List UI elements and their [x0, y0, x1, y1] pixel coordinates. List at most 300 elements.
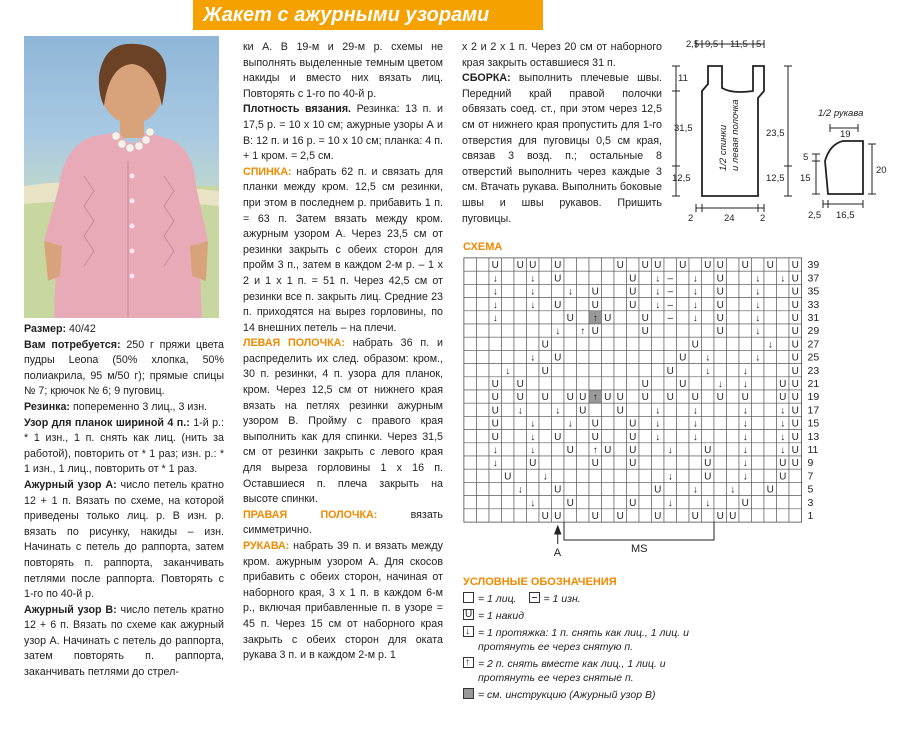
chart-symbol: ↓ — [655, 299, 661, 311]
chart-cell — [477, 496, 490, 509]
chart-cell — [502, 337, 515, 350]
chart-symbol: U — [554, 352, 562, 364]
chart-cell — [464, 509, 477, 522]
chart-cell — [677, 337, 690, 350]
chart-cell — [527, 337, 540, 350]
chart-symbol: U — [604, 445, 612, 456]
chart-cell — [727, 469, 740, 482]
chart-cell — [627, 469, 640, 482]
chart-symbol: U — [491, 379, 499, 390]
chart-cell — [577, 271, 590, 284]
chart-cell — [514, 496, 527, 509]
chart-cell — [752, 509, 765, 522]
chart-cell — [464, 496, 477, 509]
chart-symbol: – — [667, 313, 674, 324]
chart-symbol: ↓ — [755, 273, 761, 285]
chart-cell — [639, 350, 652, 363]
chart-symbol: ↓ — [655, 431, 661, 443]
chart-cell — [577, 258, 590, 271]
chart-cell — [539, 482, 552, 495]
chart-symbol: U — [591, 326, 599, 338]
chart-cell — [527, 324, 540, 337]
chart-cell — [577, 416, 590, 429]
chart-cell — [552, 456, 565, 469]
chart-cell — [627, 377, 640, 390]
chart-symbol: U — [491, 418, 499, 430]
chart-cell — [602, 284, 615, 297]
chart-cell — [652, 390, 665, 403]
chart-cell — [639, 416, 652, 429]
chart-cell — [664, 337, 677, 350]
chart-cell — [514, 364, 527, 377]
chart-cell — [514, 284, 527, 297]
chart-cell — [614, 271, 627, 284]
model-photo — [24, 36, 219, 318]
chart-cell — [477, 456, 490, 469]
chart-cell — [502, 416, 515, 429]
chart-cell — [477, 350, 490, 363]
chart-cell — [464, 416, 477, 429]
chart-cell — [477, 443, 490, 456]
chart-symbol: ↓ — [530, 352, 536, 364]
chart-cell — [702, 337, 715, 350]
schem-right-1: 23,5 — [766, 128, 785, 139]
chart-cell — [602, 271, 615, 284]
legend-row-sk2 — [463, 657, 723, 685]
schem-left-1: 11 — [678, 73, 688, 84]
chart-cell — [589, 337, 602, 350]
chart-symbol: ↓ — [655, 273, 661, 285]
chart-cell — [727, 350, 740, 363]
chart-cell — [614, 496, 627, 509]
chart-cell — [739, 298, 752, 311]
chart-symbol: ↓ — [780, 431, 786, 443]
chart-cell — [702, 298, 715, 311]
chart-symbol: ↓ — [530, 431, 536, 443]
chart-row-number: 7 — [807, 470, 814, 483]
chart-cell — [652, 350, 665, 363]
chart-symbol: U — [791, 392, 799, 404]
chart-symbol: ↓ — [492, 445, 498, 456]
chart-symbol: ↓ — [705, 352, 711, 364]
chart-cell — [664, 416, 677, 429]
chart-cell — [677, 311, 690, 324]
chart-cell — [714, 469, 727, 482]
chart-cell — [727, 390, 740, 403]
chart-cell — [552, 443, 565, 456]
chart-cell — [602, 496, 615, 509]
chart-symbol: U — [704, 458, 712, 470]
chart-symbol: U — [541, 511, 549, 522]
chart-cell — [602, 403, 615, 416]
right-front-text: вязать симметрично. — [243, 508, 443, 537]
chart-symbol: ↓ — [542, 471, 548, 483]
chart-symbol: U — [679, 352, 687, 364]
schem-right-2: 12,5 — [766, 173, 785, 184]
chart-symbol: ↓ — [742, 445, 748, 456]
chart-cell — [764, 443, 777, 456]
chart-symbol: ↓ — [692, 418, 698, 430]
chart-symbol: ↓ — [742, 431, 748, 443]
model-illustration — [24, 36, 219, 318]
chart-symbol: ↓ — [780, 405, 786, 417]
chart-cell — [539, 258, 552, 271]
placket-label: Узор для планок шириной 4 п.: — [24, 416, 190, 429]
chart-cell — [552, 337, 565, 350]
chart-cell — [514, 271, 527, 284]
chart-cell — [464, 258, 477, 271]
sleeves-label: РУКАВА: — [243, 540, 290, 552]
chart-cell — [652, 377, 665, 390]
chart-symbol: U — [691, 392, 699, 404]
chart-cell — [464, 482, 477, 495]
chart-cell — [764, 456, 777, 469]
chart-cell — [502, 509, 515, 522]
chart-symbol: ↓ — [755, 299, 761, 311]
chart-symbol: U — [616, 392, 624, 404]
chart-cell — [664, 509, 677, 522]
chart-cell — [677, 482, 690, 495]
chart-symbol: U — [579, 392, 587, 404]
chart-symbol: ↓ — [555, 326, 561, 338]
chart-symbol: U — [566, 392, 574, 404]
chart-symbol: ↓ — [517, 484, 523, 496]
chart-cell — [764, 403, 777, 416]
pattern-b-text: число петель кратно 12 + 6 п. Вязать по схеме как ажурный узор А. Начинать с петель до раппорта, затем повторять п. раппорта, заканчивать петлями до стрел- — [24, 603, 224, 679]
chart-cell — [714, 403, 727, 416]
chart-cell — [652, 311, 665, 324]
size-label: Размер: — [24, 323, 67, 335]
chart-cell — [639, 469, 652, 482]
chart-cell — [564, 271, 577, 284]
chart-symbol: U — [791, 326, 799, 338]
chart-symbol: ↓ — [692, 273, 698, 285]
chart-symbol: – — [667, 286, 674, 298]
chart-cell — [789, 509, 802, 522]
chart-symbol: ↓ — [705, 497, 711, 509]
chart-cell — [739, 509, 752, 522]
chart-cell — [589, 258, 602, 271]
chart-symbol: U — [791, 260, 799, 272]
chart-cell — [602, 377, 615, 390]
chart-cell — [602, 350, 615, 363]
chart-symbol: U — [791, 273, 799, 285]
chart-symbol: U — [791, 339, 799, 351]
chart-cell — [502, 271, 515, 284]
chart-symbol: ↓ — [667, 445, 673, 456]
chart-cell — [602, 298, 615, 311]
chart-symbol: ↓ — [742, 471, 748, 483]
chart-symbol: U — [654, 511, 662, 522]
chart-cell — [727, 258, 740, 271]
chart-symbol: ↓ — [692, 299, 698, 311]
chart-cell — [477, 377, 490, 390]
chart-symbol: U — [491, 405, 499, 417]
chart-symbol: U — [516, 392, 524, 404]
chart-cell — [727, 430, 740, 443]
chart-symbol: ↓ — [492, 458, 498, 470]
chart-cell — [502, 443, 515, 456]
legend-yo: = 1 накид — [478, 610, 525, 622]
chart-cell — [702, 403, 715, 416]
chart-cell — [552, 469, 565, 482]
chart-symbol: ↓ — [755, 313, 761, 324]
chart-cell — [764, 509, 777, 522]
chart-symbol: ↓ — [530, 286, 536, 298]
chart-symbol: ↑ — [592, 313, 598, 324]
chart-cell — [739, 482, 752, 495]
chart-row-number: 35 — [807, 285, 820, 298]
chart-row-number: 3 — [807, 496, 814, 509]
chart-cell — [752, 443, 765, 456]
chart-cell — [464, 311, 477, 324]
schem-bottom-2: 24 — [724, 213, 735, 224]
chart-label: СХЕМА — [463, 241, 503, 253]
chart-cell — [614, 443, 627, 456]
chart-cell — [527, 482, 540, 495]
chart-cell — [527, 390, 540, 403]
chart-cell — [602, 324, 615, 337]
chart-symbol: ↓ — [780, 418, 786, 430]
chart-symbol: ↓ — [717, 379, 723, 390]
legend-dark: = см. инструкцию (Ажурный узор В) — [478, 689, 656, 701]
chart-cell — [464, 271, 477, 284]
chart-symbol: U — [679, 379, 687, 390]
chart-cell — [614, 456, 627, 469]
chart-cell — [502, 324, 515, 337]
chart-symbol: ↓ — [692, 484, 698, 496]
chart-row-number: 11 — [807, 444, 819, 456]
chart-cell — [714, 482, 727, 495]
column-2 — [243, 40, 443, 664]
chart-cell — [777, 311, 790, 324]
chart-cell — [477, 509, 490, 522]
chart-cell — [752, 496, 765, 509]
chart-symbol: U — [591, 286, 599, 298]
chart-cell — [614, 377, 627, 390]
chart-cell — [564, 298, 577, 311]
chart-cell — [752, 456, 765, 469]
density-text: Резинка: 13 п. и 17,5 р. = 10 х 10 см; ажурные узоры А и В: 12 п. и 16 р. = 10 х 10 см; планка: 4 п. + 1 кром. = 2,5 см. — [243, 103, 443, 163]
chart-cell — [477, 364, 490, 377]
chart-symbol: ↓ — [492, 313, 498, 324]
chart-cell — [677, 324, 690, 337]
schem-top-2: 9,5 — [705, 39, 719, 50]
marker-a-label: A — [553, 547, 562, 559]
chart-symbol: U — [541, 365, 549, 377]
chart-cell — [514, 324, 527, 337]
chart-cell — [464, 337, 477, 350]
chart-cell — [664, 430, 677, 443]
sleeves-text: набрать 39 п. и вязать между кром. ажурным узором А. Для скосов прибавить с обеих сторон, начиная от наборного края, 3 х 1 п. в каждом 6-м р., включая прибавленные п. в узоре = 45 п. Через 15 см от наборного края закрыть с обеих сторон для оката рукава 3 п. и в каждом 2-м р. 1 — [243, 540, 443, 662]
pattern-b-continued: ки А. В 19-м и 29-м р. схемы не выполнять выделенные темным цветом накиды и вместо них вязать лиц. Повторять с 1-го по 40-й р. — [243, 41, 443, 100]
legend-row-dark — [463, 688, 723, 702]
chart-cell — [664, 350, 677, 363]
sleeve-bottom-a: 2,5 — [808, 210, 822, 221]
chart-cell — [639, 284, 652, 297]
chart-symbol: U — [579, 405, 587, 417]
chart-cell — [564, 324, 577, 337]
chart-symbol: U — [729, 511, 737, 522]
chart-cell — [477, 337, 490, 350]
chart-cell — [764, 377, 777, 390]
assembly-label: СБОРКА: — [462, 72, 511, 85]
chart-symbol: U — [791, 299, 799, 311]
legend-row-sk — [463, 626, 723, 654]
chart-cell — [664, 456, 677, 469]
legend-sk: = 1 протяжка: 1 п. снять как лиц., 1 лиц. и протянуть ее через снятую п. — [478, 627, 689, 653]
pattern-b-label: Ажурный узор В: — [24, 603, 117, 616]
chart-symbol: U — [616, 511, 624, 522]
chart-cell — [502, 456, 515, 469]
chart-cell — [777, 364, 790, 377]
chart-row-number: 19 — [807, 391, 820, 404]
chart-cell — [539, 430, 552, 443]
chart-cell — [564, 377, 577, 390]
chart-cell — [639, 496, 652, 509]
chart-cell — [739, 324, 752, 337]
chart-cell — [614, 416, 627, 429]
chart-cell — [677, 271, 690, 284]
chart-cell — [527, 377, 540, 390]
chart-symbol: ↓ — [692, 405, 698, 417]
chart-cell — [777, 298, 790, 311]
chart-cell — [602, 258, 615, 271]
chart-cell — [652, 456, 665, 469]
chart-cell — [464, 456, 477, 469]
chart-cell — [727, 298, 740, 311]
chart-cell — [702, 311, 715, 324]
chart-cell — [502, 496, 515, 509]
chart-symbol: ↓ — [692, 431, 698, 443]
chart-cell — [689, 443, 702, 456]
chart-cell — [514, 509, 527, 522]
chart-symbol: U — [666, 392, 674, 404]
chart-cell — [764, 390, 777, 403]
chart-cell — [727, 416, 740, 429]
chart-cell — [689, 258, 702, 271]
chart-cell — [552, 311, 565, 324]
chart-row-number: 33 — [807, 298, 820, 311]
chart-cell — [489, 509, 502, 522]
schem-inside-1: 1/2 спинки — [718, 124, 729, 171]
chart-cell — [677, 284, 690, 297]
schem-bottom-1: 2 — [688, 213, 694, 224]
chart-cell — [727, 324, 740, 337]
chart-cell — [577, 298, 590, 311]
chart-symbol: ↓ — [742, 405, 748, 417]
chart-symbol: U — [679, 260, 687, 272]
sleeve-bottom-b: 16,5 — [836, 210, 855, 221]
chart-symbol: U — [716, 273, 724, 285]
chart-symbol: U — [791, 418, 799, 430]
pattern-a-label: Ажурный узор А: — [24, 478, 117, 491]
chart-cell — [739, 284, 752, 297]
chart-symbol: U — [541, 392, 549, 404]
chart-cell — [664, 403, 677, 416]
chart-symbol: U — [641, 313, 649, 324]
chart-symbol: ↓ — [530, 299, 536, 311]
legend-purl: = 1 изн. — [543, 593, 581, 605]
sleeve-title: 1/2 рукава — [818, 108, 864, 119]
chart-cell — [702, 430, 715, 443]
back-label: СПИНКА: — [243, 165, 292, 178]
chart-symbol: U — [704, 471, 712, 483]
chart-cell — [627, 350, 640, 363]
density-label: Плотность вязания. — [243, 103, 352, 116]
chart-cell — [689, 456, 702, 469]
chart-cell — [577, 430, 590, 443]
chart-row-number: 5 — [807, 483, 814, 496]
chart-symbol: ↓ — [742, 458, 748, 470]
chart-cell — [514, 416, 527, 429]
chart-cell — [689, 469, 702, 482]
chart-cell — [589, 364, 602, 377]
chart-symbol: U — [641, 379, 649, 390]
chart-cell — [677, 364, 690, 377]
chart-cell — [664, 258, 677, 271]
chart-cell — [627, 403, 640, 416]
chart-cell — [789, 482, 802, 495]
chart-symbol: U — [791, 365, 799, 377]
chart-cell — [577, 337, 590, 350]
chart-symbol: U — [779, 379, 787, 390]
chart-cell — [677, 430, 690, 443]
chart-cell — [552, 496, 565, 509]
chart-row-number: 29 — [807, 325, 820, 338]
chart-cell — [677, 456, 690, 469]
legend-knit: = 1 лиц. — [478, 593, 517, 605]
chart-cell — [539, 350, 552, 363]
chart-cell — [577, 456, 590, 469]
chart-symbol: ↓ — [755, 352, 761, 364]
chart-cell — [652, 337, 665, 350]
size-value: 40/42 — [69, 323, 96, 335]
chart-cell — [752, 377, 765, 390]
chart-cell — [752, 403, 765, 416]
chart-cell — [764, 284, 777, 297]
chart-cell — [777, 284, 790, 297]
chart-cell — [639, 509, 652, 522]
chart-cell — [777, 337, 790, 350]
schem-left-2: 31,5 — [674, 123, 693, 134]
chart-cell — [777, 324, 790, 337]
chart-cell — [502, 390, 515, 403]
chart-cell — [677, 443, 690, 456]
chart-symbol: U — [654, 484, 662, 496]
chart-row-number: 1 — [807, 510, 814, 522]
chart-cell — [539, 416, 552, 429]
chart-cell — [727, 284, 740, 297]
chart-cell — [677, 469, 690, 482]
chart-symbol: U — [629, 445, 637, 456]
chart-symbol: ↑ — [592, 392, 598, 404]
chart-cell — [514, 430, 527, 443]
chart-cell — [577, 509, 590, 522]
chart-symbol: U — [741, 392, 749, 404]
sleeve-left-a: 5 — [803, 152, 809, 163]
materials-label: Вам потребуется: — [24, 338, 121, 351]
chart-cell — [664, 377, 677, 390]
chart-cell — [602, 456, 615, 469]
chart-symbol: ↓ — [555, 405, 561, 417]
chart-cell — [477, 298, 490, 311]
legend-row-yo — [463, 609, 723, 623]
chart-symbol: ↓ — [780, 445, 786, 456]
chart-symbol: U — [791, 445, 799, 456]
chart-cell — [464, 403, 477, 416]
schem-top-3: 11,5 — [730, 39, 748, 50]
